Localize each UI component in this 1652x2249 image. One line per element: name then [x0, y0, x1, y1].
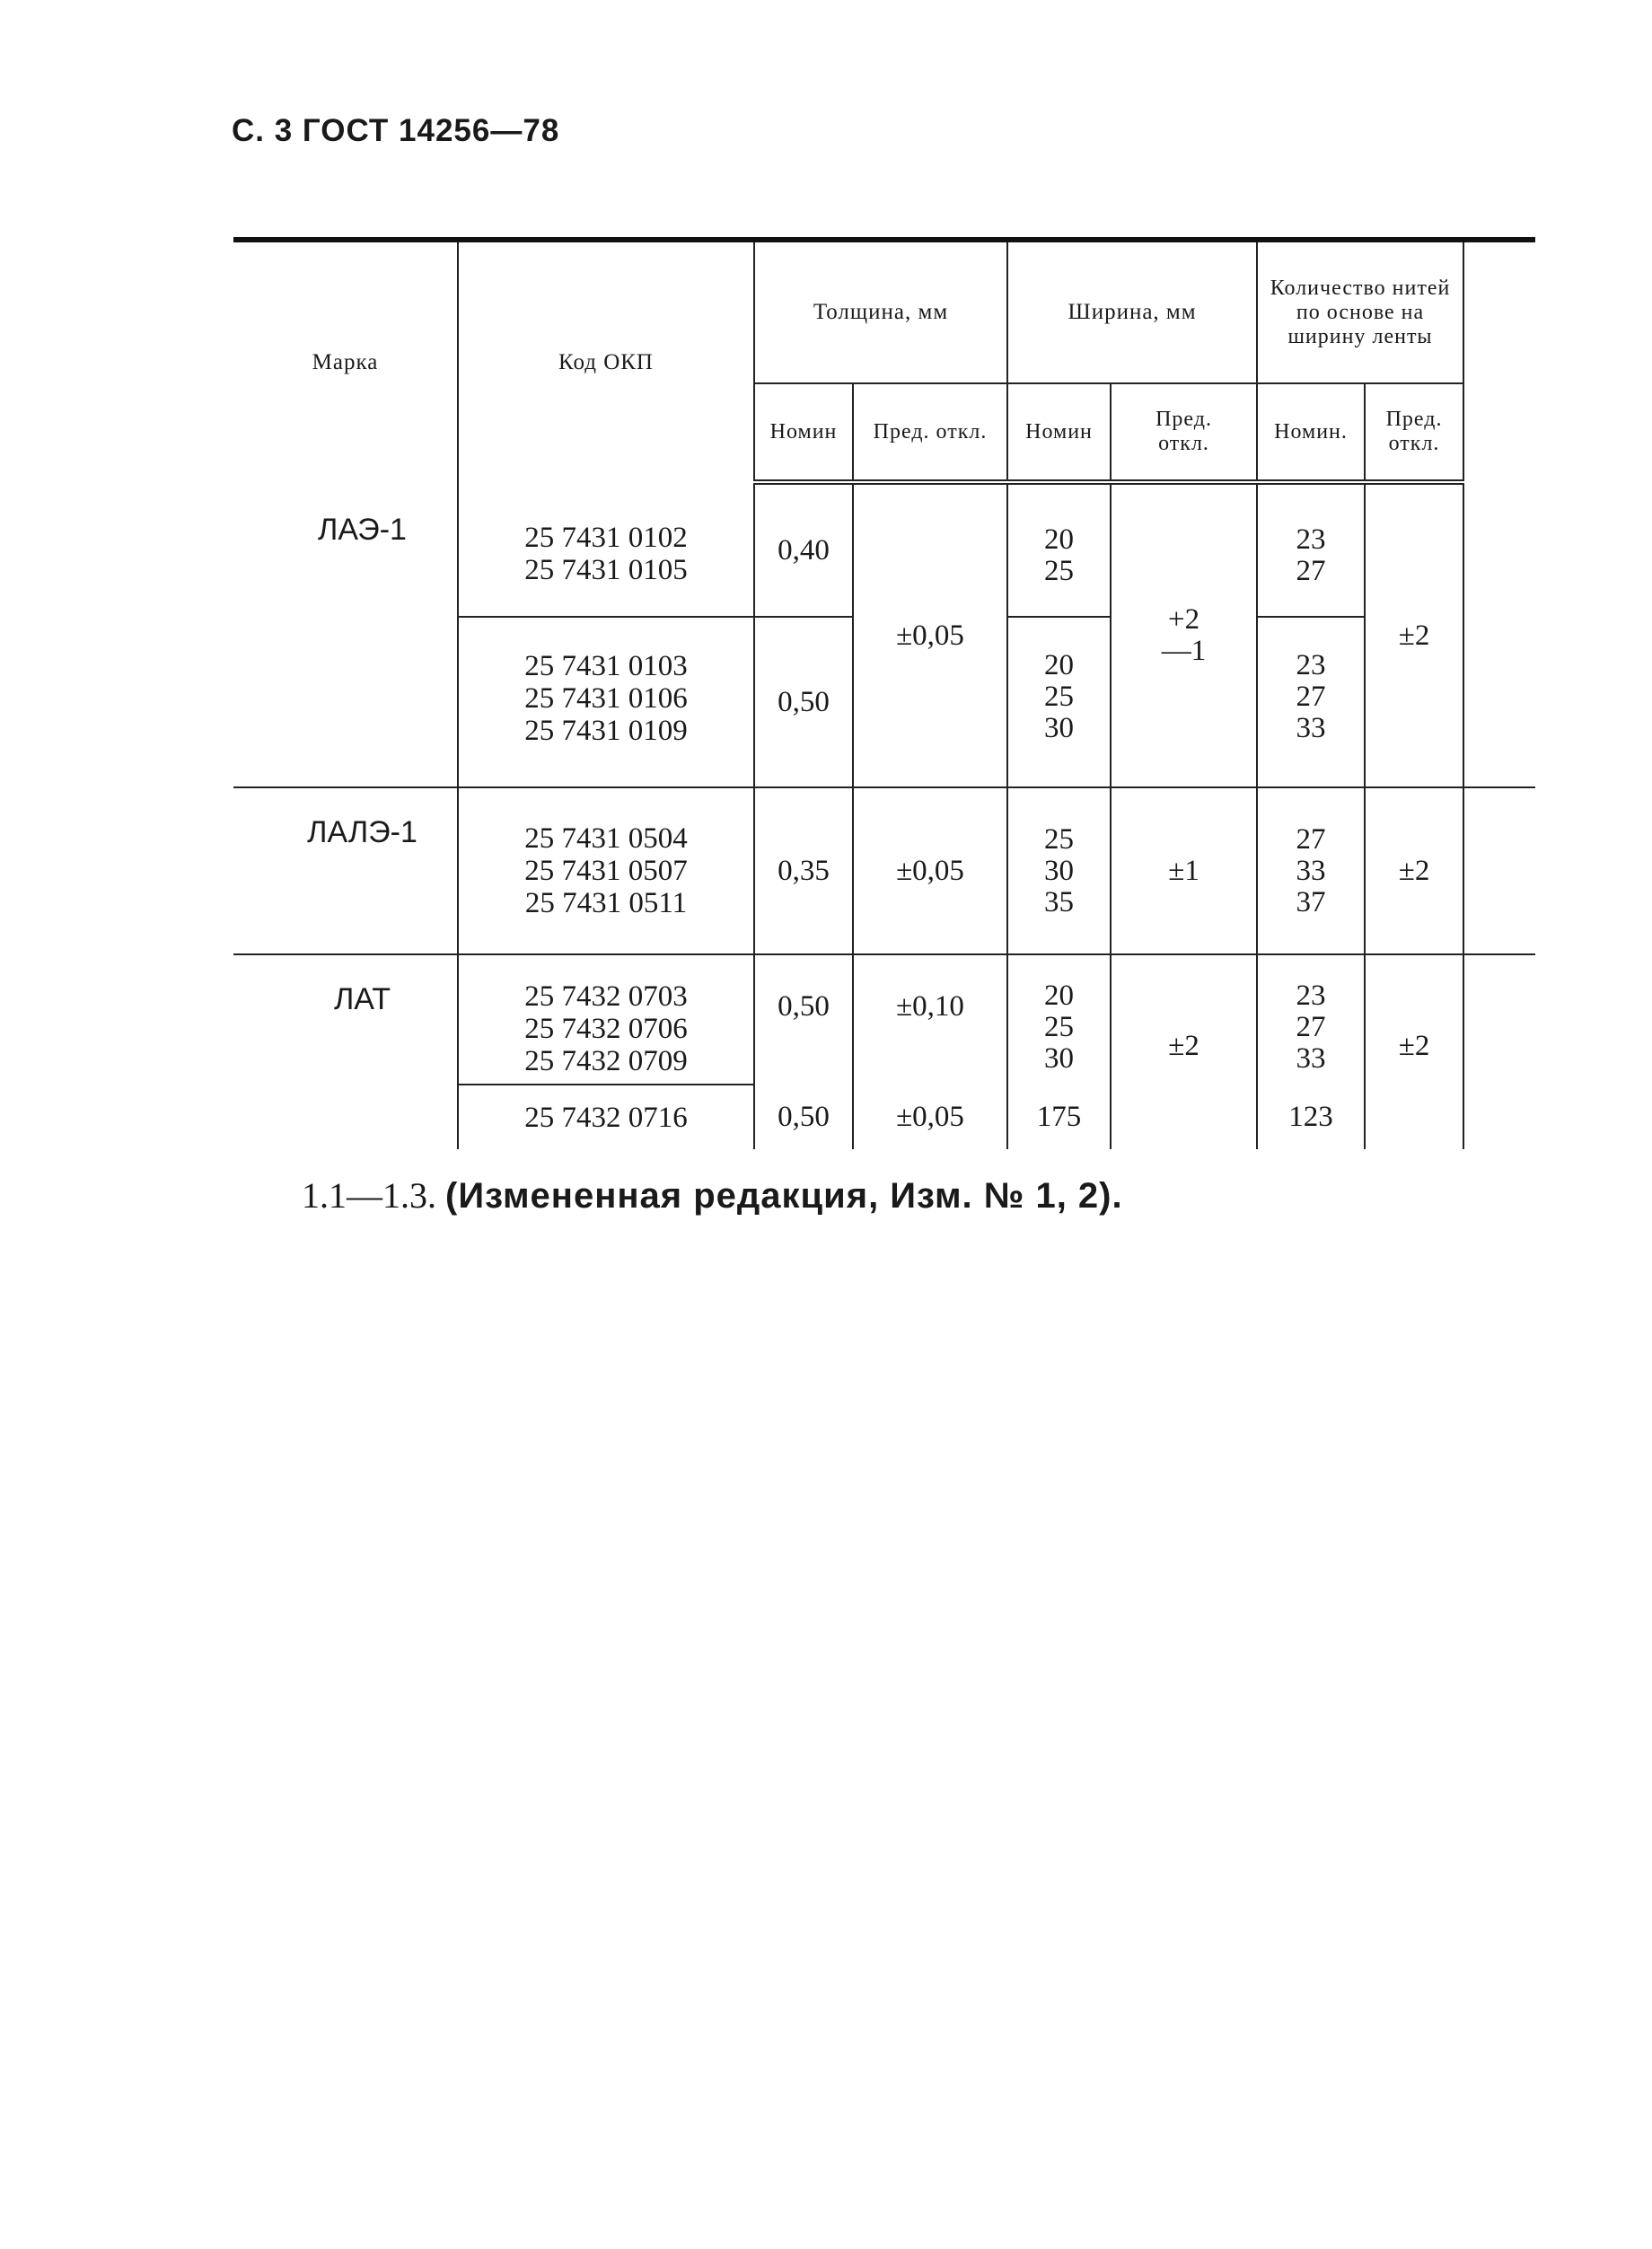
marka-cell: ЛАЛЭ-1 — [233, 787, 458, 954]
okp-codes: 25 7431 0504 25 7431 0507 25 7431 0511 — [458, 787, 754, 954]
thickness-tolerance: ±0,05 — [853, 1085, 1007, 1149]
okp-codes: 25 7432 0716 — [458, 1085, 754, 1149]
thickness-tolerance: ±0,05 — [853, 482, 1007, 787]
spacer-cell — [1463, 787, 1535, 954]
header-thickness-tolerance: Пред. откл. — [853, 383, 1007, 482]
spacer-cell — [1463, 954, 1535, 1149]
header-marka: Марка — [233, 240, 458, 482]
thickness-tolerance: ±0,05 — [853, 787, 1007, 954]
header-threads: Количество нитей по основе на ширину ленты — [1257, 240, 1463, 383]
okp-codes: 25 7431 0103 25 7431 0106 25 7431 0109 — [458, 617, 754, 787]
width-tolerance: +2 —1 — [1111, 482, 1257, 787]
threads-tolerance: ±2 — [1365, 482, 1463, 787]
table-row — [233, 954, 1535, 1085]
table-row — [233, 787, 1535, 954]
threads-values: 27 33 37 — [1257, 787, 1365, 954]
thickness-value: 0,35 — [754, 787, 853, 954]
threads-values: 23 27 33 — [1257, 954, 1365, 1085]
spacer-cell — [1463, 482, 1535, 787]
marka-cell: ЛАТ — [333, 982, 391, 1016]
footnote-text: (Измененная редакция, Изм. № 1, 2). — [445, 1176, 1123, 1216]
width-values: 25 30 35 — [1007, 787, 1111, 954]
thickness-value: 0,40 — [754, 482, 853, 617]
thickness-value: 0,50 — [754, 954, 853, 1085]
header-spacer — [1463, 240, 1535, 482]
threads-values: 23 27 33 — [1257, 617, 1365, 787]
header-threads-nominal: Номин. — [1257, 383, 1365, 482]
width-values: 20 25 30 — [1007, 617, 1111, 787]
okp-codes: 25 7432 0703 25 7432 0706 25 7432 0709 — [458, 954, 754, 1085]
threads-tolerance: ±2 — [1365, 787, 1463, 954]
okp-codes: 25 7431 0102 25 7431 0105 — [458, 482, 754, 617]
header-thickness-nominal: Номин — [754, 383, 853, 482]
thickness-value: 0,50 — [754, 617, 853, 787]
width-values: 20 25 — [1007, 482, 1111, 617]
threads-tolerance: ±2 — [1365, 954, 1463, 1149]
threads-values: 123 — [1257, 1085, 1365, 1149]
width-values: 175 — [1007, 1085, 1111, 1149]
header-width: Ширина, мм — [1007, 240, 1257, 383]
page-header: С. 3 ГОСТ 14256—78 — [232, 113, 560, 148]
header-threads-tolerance: Пред. откл. — [1365, 383, 1463, 482]
width-tolerance: ±1 — [1111, 787, 1257, 954]
header-width-nominal: Номин — [1007, 383, 1111, 482]
thickness-tolerance: ±0,10 — [853, 954, 1007, 1085]
footnote — [302, 1174, 1123, 1217]
footnote-number: 1.1—1.3. — [302, 1175, 436, 1216]
threads-values: 23 27 — [1257, 482, 1365, 617]
header-okp: Код ОКП — [458, 240, 754, 482]
header-width-tolerance: Пред. откл. — [1111, 383, 1257, 482]
specification-table — [233, 237, 1535, 1149]
marka-cell: ЛАЭ-1 — [233, 482, 458, 787]
width-values: 20 25 30 — [1007, 954, 1111, 1085]
width-tolerance: ±2 — [1111, 954, 1257, 1149]
header-thickness: Толщина, мм — [754, 240, 1007, 383]
thickness-value: 0,50 — [754, 1085, 853, 1149]
table-row — [233, 482, 1535, 617]
